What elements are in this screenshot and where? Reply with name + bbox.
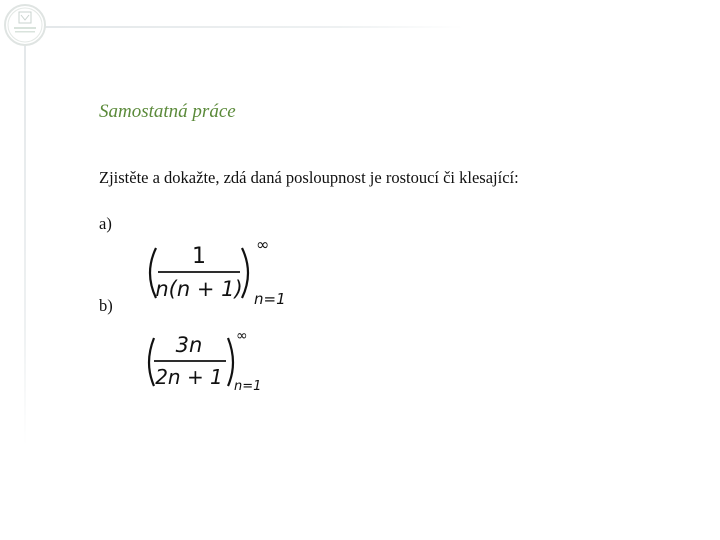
formula-b-denominator: 2n + 1 xyxy=(155,365,223,389)
formula-a-sub: n=1 xyxy=(254,290,286,306)
task-text: Zjistěte a dokažte, zdá daná posloupnost je rostoucí či klesající: xyxy=(99,168,519,187)
school-emblem-icon xyxy=(4,4,46,46)
item-b-label: b) xyxy=(99,296,113,315)
formula-b xyxy=(142,328,282,394)
frame-horizontal-line xyxy=(44,26,464,28)
formula-a-sup: ∞ xyxy=(256,236,270,254)
formula-b-sup: ∞ xyxy=(236,328,248,344)
formula-a-denominator: n(n + 1) xyxy=(155,277,243,301)
item-a-label: a) xyxy=(99,214,112,233)
formula-a xyxy=(142,236,312,306)
formula-b-numerator: 3n xyxy=(175,333,203,357)
slide-title: Samostatná práce xyxy=(99,101,236,122)
formula-b-sub: n=1 xyxy=(234,379,262,394)
formula-a-numerator: 1 xyxy=(192,244,206,269)
frame-vertical-line xyxy=(24,46,26,446)
